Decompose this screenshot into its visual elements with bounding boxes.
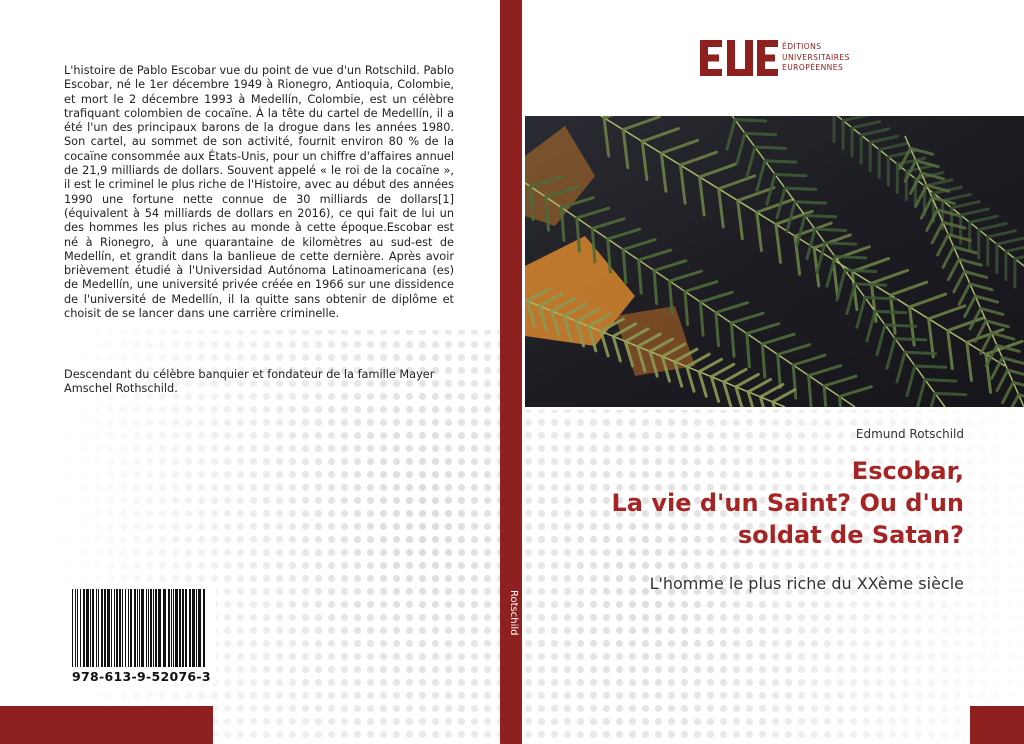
palm-leaflet bbox=[935, 393, 966, 394]
barcode-bar bbox=[175, 589, 178, 667]
barcode-bar bbox=[134, 589, 136, 667]
barcode-bar bbox=[128, 589, 129, 667]
barcode-bar bbox=[139, 589, 140, 667]
barcode-bar bbox=[72, 589, 73, 667]
palm-leaflet bbox=[775, 174, 806, 175]
barcode bbox=[64, 585, 216, 684]
palm-leaflet bbox=[905, 352, 936, 353]
publisher-name-line: ÉDITIONS bbox=[782, 42, 822, 51]
barcode-bar bbox=[182, 589, 184, 667]
barcode-bar bbox=[168, 589, 170, 667]
author-biography: Descendant du célèbre banquier et fondateur de la famille Mayer Amschel Rothschild. bbox=[64, 368, 435, 396]
palm-leaflet bbox=[745, 133, 776, 134]
barcode-bar bbox=[96, 589, 97, 667]
barcode-bar bbox=[116, 589, 118, 667]
barcode-bar bbox=[179, 589, 181, 667]
barcode-bar bbox=[146, 589, 147, 667]
barcode-bar bbox=[185, 589, 187, 667]
palm-leaflet bbox=[865, 298, 896, 299]
barcode-bar bbox=[189, 589, 191, 667]
barcode-bar bbox=[86, 589, 89, 667]
palm-leaflet bbox=[805, 215, 836, 216]
barcode-bar bbox=[153, 589, 154, 667]
barcode-bar bbox=[107, 589, 110, 667]
isbn-number: 978-613-9-52076-3 bbox=[72, 669, 211, 684]
publisher-logo-icon bbox=[700, 38, 778, 78]
barcode-bars bbox=[70, 589, 210, 667]
barcode-bar bbox=[192, 589, 195, 667]
barcode-bar bbox=[114, 589, 115, 667]
palm-leaflet bbox=[895, 339, 926, 340]
barcode-bar bbox=[104, 589, 106, 667]
barcode-bar bbox=[111, 589, 112, 667]
publisher-name-line: UNIVERSITAIRES bbox=[782, 52, 850, 62]
palm-leaflet bbox=[735, 120, 766, 121]
barcode-bar bbox=[163, 589, 166, 667]
back-cover-red-band bbox=[0, 706, 213, 744]
publisher-name-line: EUROPÉENNES bbox=[782, 63, 844, 73]
barcode-bar bbox=[141, 589, 144, 667]
back-cover bbox=[0, 0, 500, 744]
barcode-bar bbox=[101, 589, 103, 667]
publisher-name bbox=[782, 42, 850, 74]
barcode-bar bbox=[75, 589, 76, 667]
palm-leaflet bbox=[855, 284, 886, 285]
barcode-bar bbox=[77, 589, 78, 667]
barcode-bar bbox=[80, 589, 81, 667]
author-name: Edmund Rotschild bbox=[855, 427, 964, 441]
barcode-bar bbox=[196, 589, 197, 667]
barcode-bar bbox=[171, 589, 172, 667]
book-title bbox=[544, 455, 964, 551]
barcode-bar bbox=[98, 589, 99, 667]
barcode-bar bbox=[90, 589, 91, 667]
back-cover-blurb: L'histoire de Pablo Escobar vue du point de vue d'un Rotschild. Pablo Escobar, né le 1er décembre 1949 à Rionegro, Antioquia, Colombie, et mort le 2 décembre 1993 à Medellín, Colombie, est un célèbre trafiquant colombien de cocaïne. À la tête du cartel de Medellín, il a été l'un des principaux barons de la drogue dans les années 1980. Son cartel, au sommet de son activité, fournit environ 80 % de la cocaïne consommée aux États-Unis, pour un chiffre d'affaires annuel de 21,9 milliards de dollars. Souvent appelé « le roi de la cocaïne », il est le criminel le plus riche de l'Histoire, avec au début des années 1990 une fortune nette connue de 30 milliards de dollars[1] (équivalent à 54 milliards de dollars en 2016), ce qui fait de lui un des hommes les plus riches au monde à cette époque.Escobar est né à Rionegro, à une quarantaine de kilomètres au sud-est de Medellín, et grandit dans la banlieue de cette dernière. Après avoir brièvement étudié à l'Universidad Autónoma Latinoamericana (es) de Medellín, une université privée créée en 1966 sur une dissidence de l'université de Medellín, il la quitte sans obtenir de diplôme et choisit de se lancer dans une carrière criminelle. bbox=[64, 64, 454, 321]
barcode-bar bbox=[203, 589, 205, 667]
barcode-bar bbox=[125, 589, 126, 667]
barcode-bar bbox=[173, 589, 174, 667]
palm-leaves-image bbox=[525, 116, 1024, 407]
barcode-bar bbox=[92, 589, 94, 667]
barcode-bar bbox=[158, 589, 161, 667]
barcode-bar bbox=[150, 589, 152, 667]
cover-photo-palm-leaves bbox=[525, 116, 1024, 407]
palm-leaflet bbox=[885, 325, 916, 326]
palm-leaflet bbox=[925, 380, 956, 381]
barcode-bar bbox=[122, 589, 123, 667]
title-line: soldat de Satan? bbox=[737, 521, 964, 549]
palm-leaflet bbox=[785, 188, 816, 189]
barcode-bar bbox=[155, 589, 157, 667]
barcode-bar bbox=[198, 589, 201, 667]
palm-leaflet bbox=[825, 243, 856, 244]
barcode-bar bbox=[83, 589, 85, 667]
front-cover-red-band bbox=[970, 706, 1024, 744]
palm-leaflet bbox=[835, 257, 866, 258]
barcode-bar bbox=[130, 589, 132, 667]
book-subtitle: L'homme le plus riche du XXème siècle bbox=[649, 574, 964, 593]
palm-leaflet bbox=[755, 147, 786, 148]
barcode-bar bbox=[137, 589, 138, 667]
barcode-bar bbox=[148, 589, 149, 667]
palm-leaflet bbox=[815, 229, 846, 230]
spine-author-text: Rotschild bbox=[508, 590, 519, 636]
palm-leaflet bbox=[765, 161, 796, 162]
palm-leaflet bbox=[845, 270, 876, 271]
barcode-bar bbox=[119, 589, 121, 667]
title-line: Escobar, bbox=[851, 457, 964, 485]
title-line: La vie d'un Saint? Ou d'un bbox=[611, 489, 964, 517]
palm-leaflet bbox=[915, 366, 946, 367]
palm-leaflet bbox=[795, 202, 826, 203]
palm-leaflet bbox=[875, 311, 906, 312]
